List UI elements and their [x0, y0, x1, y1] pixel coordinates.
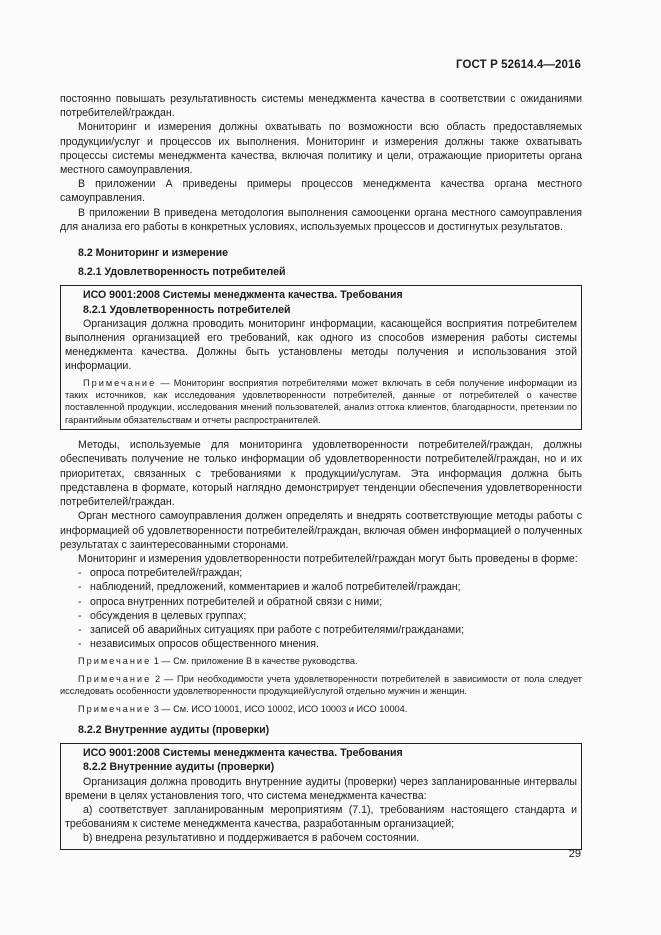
page-content — [60, 92, 582, 858]
note: Примечание 2 — При необходимости учета удовлетворенности потребителей в зависимости от пола следует исследовать особенности удовлетворенности продукцией/услугой отдельно мужчин и женщин. — [60, 673, 582, 697]
paragraph: Орган местного самоуправления должен определять и внедрять соответствующие методы работы с информацией об удовлетворенности потребителей/граждан, включая обмен информацией о полученных результатах с заинтересованными сторонами. — [60, 510, 582, 551]
list-item: - независимых опросов общественного мнения. — [78, 638, 319, 651]
section-heading-8-2: 8.2 Мониторинг и измерение — [78, 247, 228, 260]
box-note — [65, 377, 577, 427]
paragraph: постоянно повышать результативность системы менеджмента качества в соответствии с ожиданиями потребителей/граждан. — [60, 93, 582, 120]
box-item-b: b) внедрена результативно и поддерживается в рабочем состоянии. — [83, 832, 420, 845]
note: Примечание 1 — См. приложение В в качестве руководства. — [78, 656, 358, 667]
note-label: Примечание — [83, 377, 157, 388]
paragraph: В приложении А приведены примеры процессов менеджмента качества органа местного самоуправления. — [60, 178, 582, 205]
list-item: - наблюдений, предложений, комментариев и жалоб потребителей/граждан; — [78, 581, 461, 594]
paragraph: В приложении В приведена методология выполнения самооценки органа местного самоуправления для анализа его работы в конкретных условиях, используемых процессов и достигнутых результатов. — [60, 206, 582, 233]
box-text: Организация должна проводить внутренние аудиты (проверки) через запланированные интервалы времени в целях установления того, что система менеджмента качества: — [65, 775, 577, 802]
list-item: - опроса внутренних потребителей и обратной связи с ними; — [78, 595, 383, 608]
note-text: — Мониторинг восприятия потребителями может включать в себя получение информации из таких источников, как исследования удовлетворенности потребителей, данные от потребителей о качестве поставленной продукции, исследования мнений пользователей, анализ оттока клиентов, благодарности, претензии по гарантийным обязательствам и отчеты распространителей. — [65, 377, 577, 425]
list-item: - записей об аварийных ситуациях при работе с потребителями/гражданами; — [78, 623, 465, 636]
iso-quote-box — [60, 285, 582, 430]
box-subtitle: 8.2.1 Удовлетворенность потребителей — [83, 303, 291, 316]
document-id: ГОСТ Р 52614.4—2016 — [456, 59, 581, 71]
list-item: - обсуждения в целевых группах; — [78, 609, 247, 622]
section-heading-8-2-1: 8.2.1 Удовлетворенность потребителей — [78, 266, 286, 279]
paragraph: Мониторинг и измерения должны охватывать по возможности всю область предоставляемых продукции/услуг и процессов их выполнения. Мониторинг и измерения должны также охватывать процессы системы менеджмента качества, включая политику и цели, отражающие приоритеты органа местного самоуправления. — [60, 121, 582, 177]
box-text: Организация должна проводить мониторинг информации, касающейся восприятия потребителем выполнения организацией его требований, как одного из способов измерения работы системы менеджмента качества. Должны быть установлены методы получения и использования этой информации. — [65, 317, 577, 373]
bullet-list — [60, 566, 582, 651]
note: Примечание 3 — См. ИСО 10001, ИСО 10002, ИСО 10003 и ИСО 10004. — [78, 703, 408, 714]
iso-quote-box — [60, 743, 582, 849]
page-number: 29 — [568, 848, 581, 860]
paragraph: Мониторинг и измерения удовлетворенности потребителей/граждан могут быть проведены в форме: — [78, 552, 578, 565]
paragraph: Методы, используемые для мониторинга удовлетворенности потребителей/граждан, должны обеспечивать получение не только информации об удовлетворенности потребителей/граждан, но и их приоритетах, связанных с требованиями к продукции/услугам. Эта информация должна быть представлена в формате, который наглядно демонстрирует тенденции обеспечения удовлетворенности потребителей/граждан. — [60, 439, 582, 509]
notes — [60, 655, 582, 715]
box-title: ИСО 9001:2008 Системы менеджмента качества. Требования — [83, 289, 403, 302]
box-subtitle: 8.2.2 Внутренние аудиты (проверки) — [83, 761, 275, 774]
box-item-a: а) соответствует запланированным мероприятиям (7.1), требованиям настоящего стандарта и требованиям к системе менеджмента качества, разработанным организацией; — [65, 803, 577, 831]
section-heading-8-2-2: 8.2.2 Внутренние аудиты (проверки) — [78, 723, 270, 736]
list-item: - опроса потребителей/граждан; — [78, 567, 243, 580]
box-title: ИСО 9001:2008 Системы менеджмента качества. Требования — [83, 747, 403, 760]
